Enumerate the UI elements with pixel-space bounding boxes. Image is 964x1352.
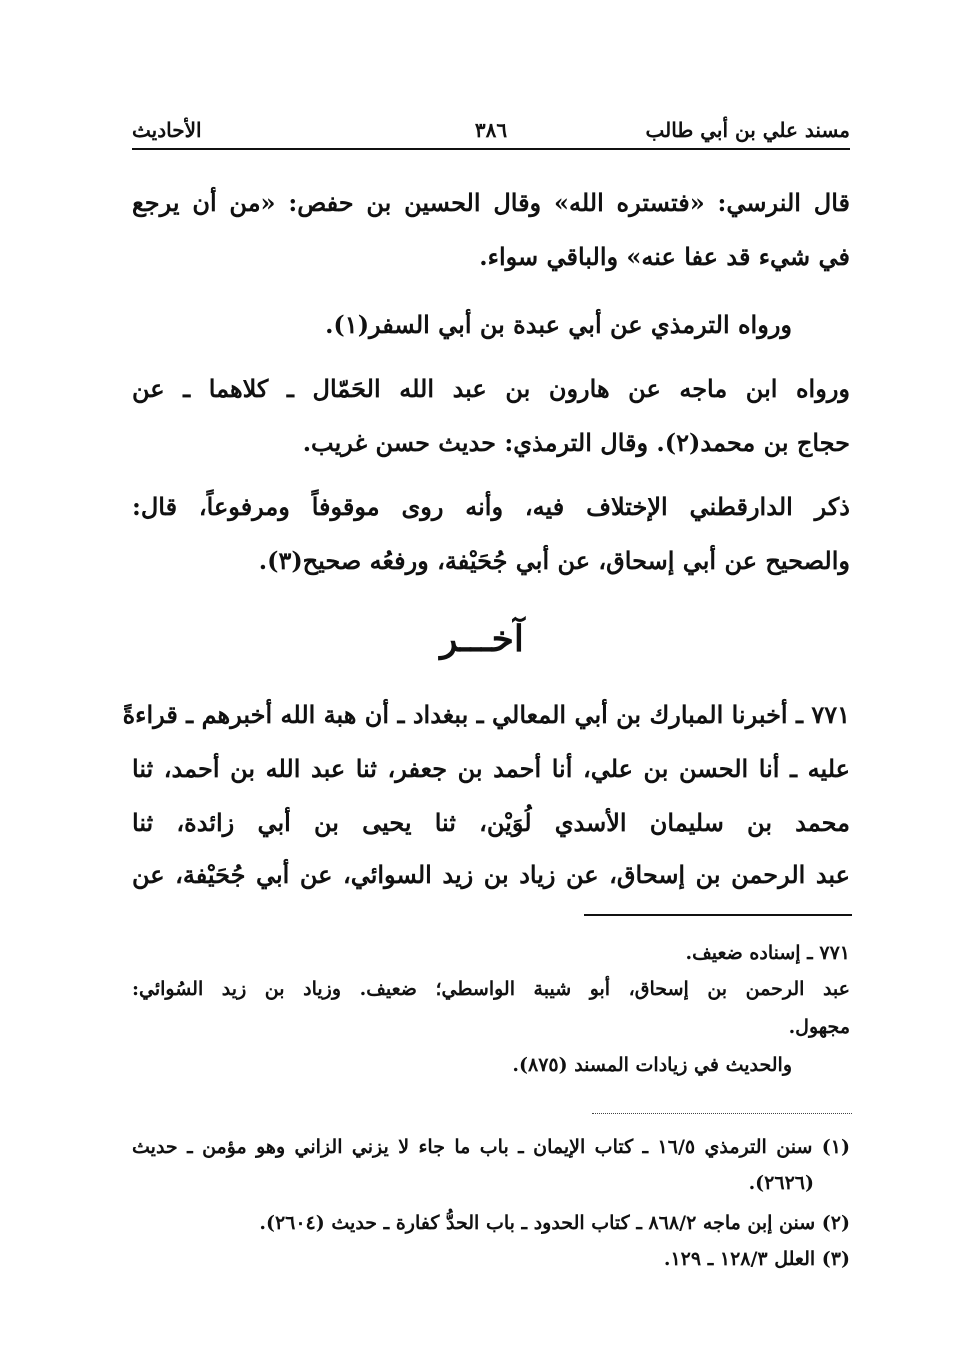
running-header (132, 118, 850, 146)
paragraph-line: ورواه ابن ماجه عن هارون بن عبد الله الحَمّال ـ كلاهما ـ عن (132, 374, 850, 403)
hadith-line: ٧٧١ ـ أخبرنا المبارك بن أبي المعالي ـ ببغداد ـ أن هبة الله أخبرهم ـ قراءةً (122, 700, 850, 729)
header-book-title: مسند علي بن أبي طالب (645, 118, 850, 142)
paragraph-line: ذكر الدارقطني الإختلاف فيه، وأنه روى موقوفاً ومرفوعاً، قال: (132, 492, 850, 521)
paragraph-line: حجاج بن محمد(٢). وقال الترمذي: حديث حسن غريب. (302, 428, 850, 457)
commentary-line: والحديث في زيادات المسند (٨٧٥). (512, 1054, 792, 1076)
footnote-separator (592, 1113, 852, 1114)
page-number: ٣٨٦ (474, 118, 508, 142)
commentary-rule (584, 914, 852, 916)
header-rule (132, 148, 850, 150)
paragraph-line: والصحيح عن أبي إسحاق، عن أبي جُحَيْفة، ورفعُه صحيح(٣). (258, 546, 850, 575)
footnote-line: (٢) سنن إبن ماجه ٨٦٨/٢ ـ كتاب الحدود ـ باب الحدُّ كفارة ـ حديث (٢٦٠٤). (259, 1212, 850, 1234)
paragraph-line: ورواه الترمذي عن أبي عبدة بن أبي السفر(١). (325, 310, 792, 339)
hadith-line: محمد بن سليمان الأسدي لُوَيْن، ثنا يحيى بن أبي زائدة، ثنا (132, 808, 850, 837)
commentary-line: عبد الرحمن بن إسحاق، أبو شيبة الواسطي؛ ضعيف. وزياد بن زيد السُوائي: (132, 978, 850, 1000)
footnote-line: (١) سنن الترمذي ١٦/٥ ـ كتاب الإيمان ـ باب ما جاء لا يزني الزاني وهو مؤمن ـ حديث (132, 1136, 850, 1158)
hadith-line: عليه ـ أنا الحسن بن علي، أنا أحمد بن جعفر، ثنا عبد الله بن أحمد، ثنا (132, 754, 850, 783)
section-heading: آخـــر (440, 618, 524, 660)
footnote-line: (٢٦٢٦). (748, 1172, 814, 1194)
header-section-title: الأحاديث (132, 118, 202, 142)
hadith-line: عبد الرحمن بن إسحاق، عن زياد بن زيد السوائي، عن أبي جُحَيْفة، عن (132, 860, 850, 889)
footnote-line: (٣) العلل ١٢٨/٣ ـ ١٢٩. (663, 1248, 850, 1270)
paragraph-line: في شيء قد عفا عنه» والباقي سواء. (479, 242, 850, 271)
commentary-line: مجهول. (788, 1016, 850, 1038)
commentary-line: ٧٧١ ـ إسناده ضعيف. (685, 942, 850, 964)
paragraph-line: قال النرسي: «فتستره الله» وقال الحسين بن حفص: «من أن يرجع (132, 188, 850, 217)
